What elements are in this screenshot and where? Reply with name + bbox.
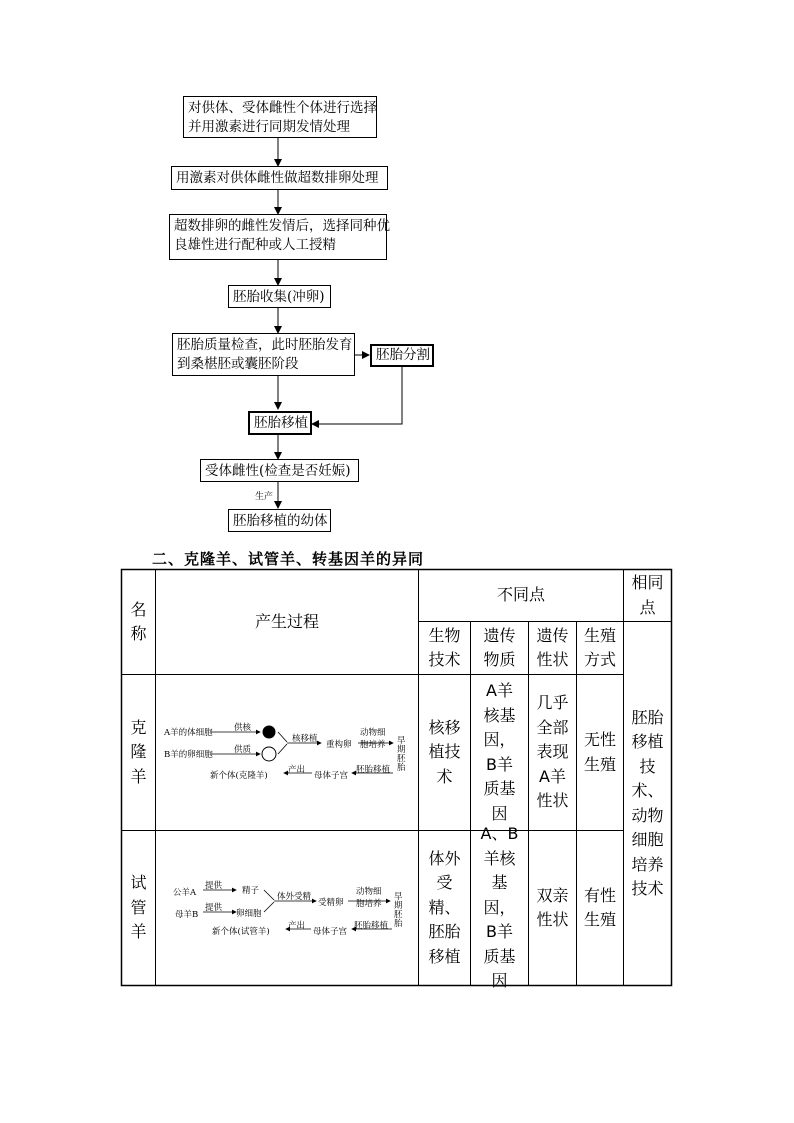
row-ivf-tech: 体外受精、胚胎移植 xyxy=(428,848,461,966)
header-process: 产生过程 xyxy=(254,611,319,631)
section-title: 二、克隆羊、试管羊、转基因羊的异同 xyxy=(152,550,425,568)
row-clone-name: 克隆羊 xyxy=(130,717,147,786)
ivf-provide-2: 提供 xyxy=(205,903,223,913)
flow-step-offspring: 胚胎移植的幼体 xyxy=(228,509,331,532)
flow-step-superovulation: 用激素对供体雌性做超数排卵处理 xyxy=(171,166,388,190)
header-similarities: 相同点 xyxy=(631,573,664,617)
flow-step-embryo-transfer: 胚胎移植 xyxy=(248,411,312,435)
ivf-ewe-b: 母羊B xyxy=(175,910,199,920)
flow-step-line: 对供体、受体雌性个体进行选择 xyxy=(188,100,377,116)
row-clone-repro: 无性生殖 xyxy=(583,730,616,774)
clone-transfer: 核移植 xyxy=(292,734,318,744)
subheader-traits: 遗传性状 xyxy=(536,625,569,669)
similarities-cell: 胚胎移植技术、动物细胞培养技术 xyxy=(631,707,664,898)
clone-give-nucleus: 供核 xyxy=(234,723,252,733)
flow-step-embryo-splitting: 胚胎分割 xyxy=(370,344,434,367)
row-ivf-repro: 有性生殖 xyxy=(583,885,616,929)
clone-a-cell: A羊的体细胞 xyxy=(164,728,213,738)
ivf-mother-uterus: 母体子宫 xyxy=(313,927,348,937)
ivf-egg: 卵细胞 xyxy=(236,909,262,919)
flow-step-recipient: 受体雌性(检查是否妊娠) xyxy=(200,459,359,482)
ivf-provide-1: 提供 xyxy=(205,881,223,891)
subheader-genetic: 遗传物质 xyxy=(483,625,516,669)
row-ivf-traits: 双亲性状 xyxy=(536,885,569,929)
clone-process-diagram xyxy=(156,675,418,830)
subheader-tech: 生物技术 xyxy=(428,625,461,669)
row-ivf-name: 试管羊 xyxy=(130,873,147,942)
flow-step-line: 良雄性进行配种或人工授精 xyxy=(174,237,336,253)
subheader-reproduction: 生殖方式 xyxy=(583,625,616,669)
clone-mother-uterus: 母体子宫 xyxy=(314,771,349,781)
ivf-sperm: 精子 xyxy=(242,886,260,896)
nucleus-dot xyxy=(263,726,276,739)
ivf-ram-a: 公羊A xyxy=(173,888,197,898)
flow-edge-label-birth: 生产 xyxy=(255,492,274,502)
flow-step-line: 胚胎质量检查，此时胚胎发育 xyxy=(177,337,353,353)
clone-early-embryo: 早期胚胎 xyxy=(397,736,406,773)
clone-b-cell: B羊的卵细胞 xyxy=(164,750,213,760)
flow-step-embryo-collection: 胚胎收集(冲卵) xyxy=(228,285,331,308)
row-ivf-genetic: A、B羊核基因，B羊质基因 xyxy=(480,824,519,991)
flow-step-line: 超数排卵的雌性发情后，选择同种优 xyxy=(174,218,390,234)
header-name: 名称 xyxy=(130,599,147,643)
clone-birth: 产出 xyxy=(288,765,306,775)
ivf-culture: 动物细胞培养 xyxy=(356,887,382,909)
row-clone-genetic: A羊核基因，B羊质基因 xyxy=(483,681,516,823)
row-clone-tech: 核移植技术 xyxy=(428,717,461,786)
egg-circle xyxy=(262,747,276,761)
ivf-birth: 产出 xyxy=(288,921,306,931)
flow-step-line: 到桑椹胚或囊胚阶段 xyxy=(177,356,299,372)
clone-give-cytoplasm: 供质 xyxy=(234,745,252,755)
ivf-fert-egg: 受精卵 xyxy=(318,898,344,908)
row-clone-traits: 几乎全部表现A羊性状 xyxy=(536,693,569,811)
clone-embryo-transfer: 胚胎移植 xyxy=(356,765,391,775)
flow-step-line: 并用激素进行同期发情处理 xyxy=(188,119,350,135)
ivf-embryo-transfer: 胚胎移植 xyxy=(354,921,389,931)
clone-recon-egg: 重构卵 xyxy=(326,740,352,750)
clone-new-individual: 新个体(克隆羊) xyxy=(210,771,268,781)
clone-culture: 动物细胞培养 xyxy=(360,728,386,750)
header-differences: 不同点 xyxy=(496,585,545,605)
ivf-new-individual: 新个体(试管羊) xyxy=(212,927,270,937)
ivf-fertilization: 体外受精 xyxy=(277,892,312,902)
ivf-process-diagram xyxy=(156,831,418,985)
ivf-early-embryo: 早期胚胎 xyxy=(394,892,403,929)
